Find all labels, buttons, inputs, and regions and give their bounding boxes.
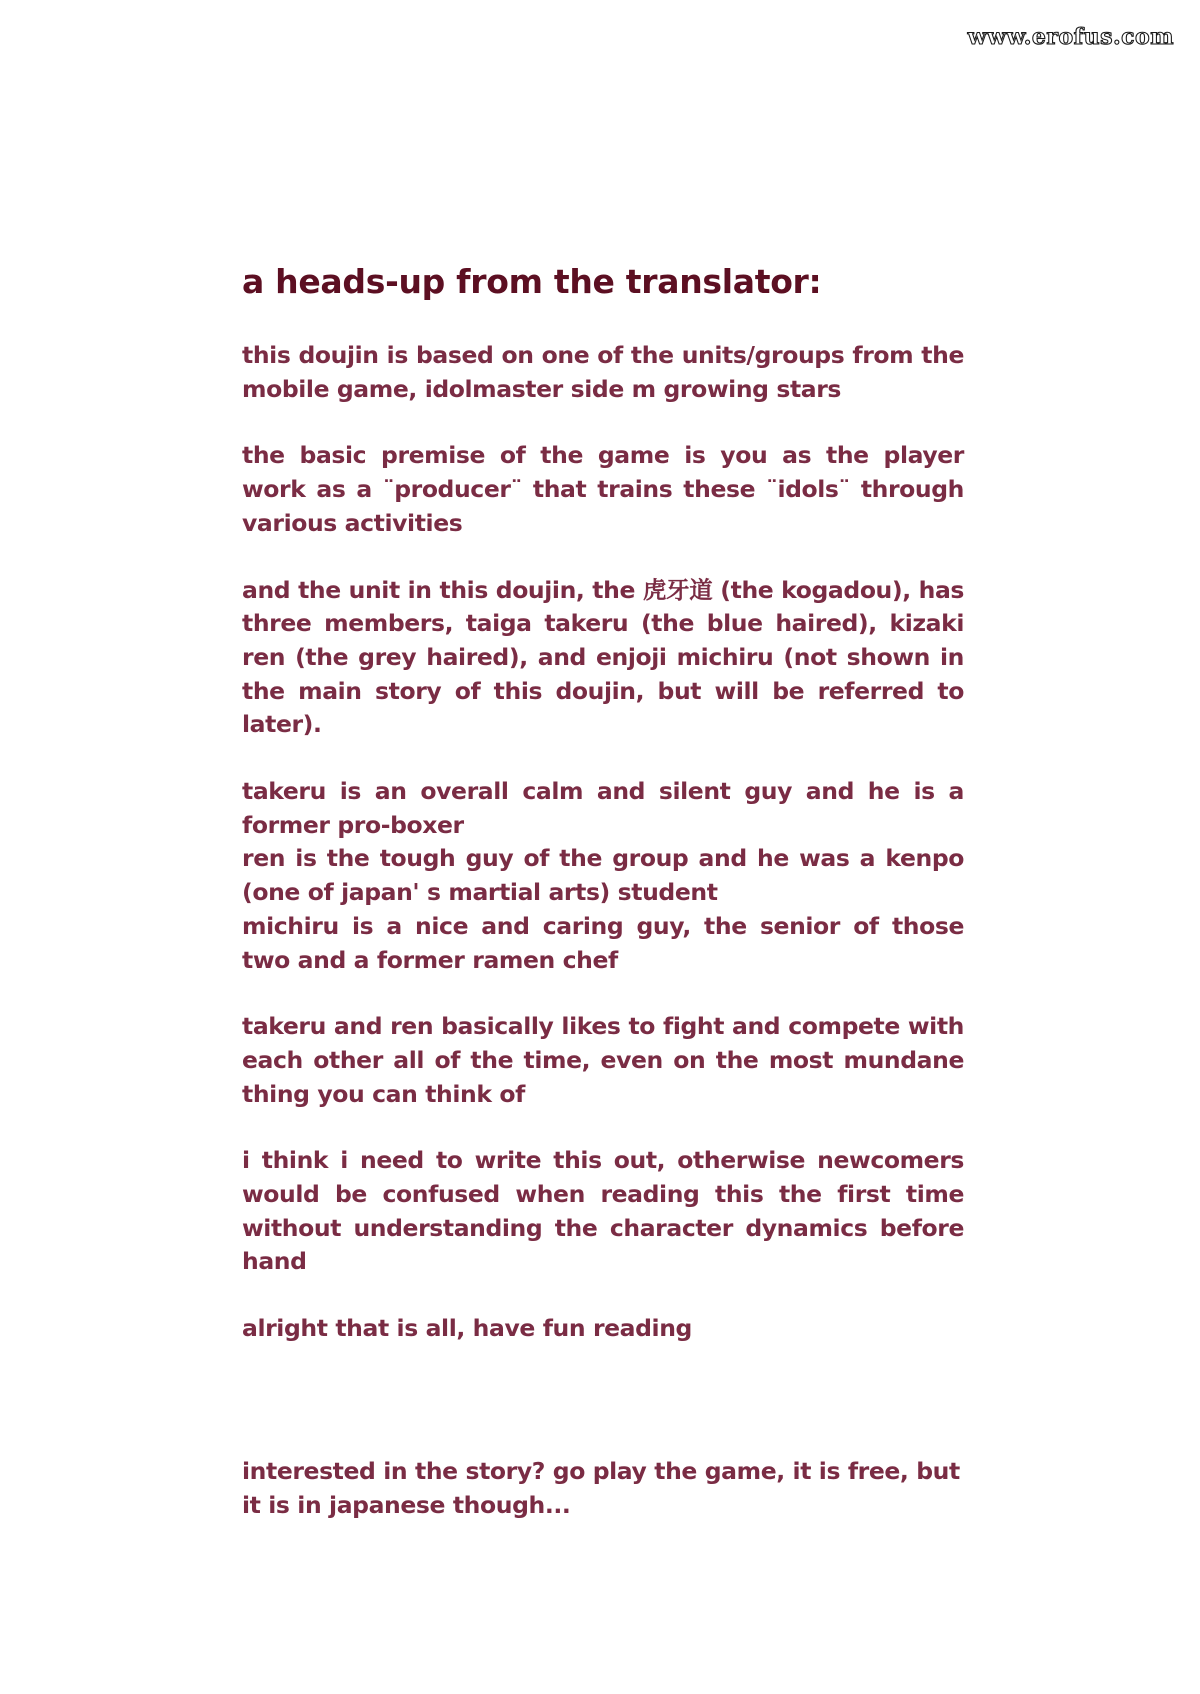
paragraph-intro: this doujin is based on one of the units/groups from the mobile game, idolmaster side m growing stars <box>242 341 964 403</box>
paragraph-rivalry: takeru and ren basically likes to fight and compete with each other all of the time, even on the most mundane thing you can think of <box>242 1012 964 1108</box>
paragraph-michiru: michiru is a nice and caring guy, the senior of those two and a former ramen chef <box>242 911 964 974</box>
paragraph-closing: interested in the story? go play the game, it is free, but it is in japanese though... <box>242 1457 960 1519</box>
paragraph-unit-members: and the unit in this doujin, the 虎牙道 (the kogadou), has three members, taiga takeru (the blue haired), kizaki ren (the grey haired), and enjoji michiru (not shown in the main story of this doujin, but will be referred to later). <box>242 575 964 739</box>
translator-note <box>242 262 964 1379</box>
paragraph-reason: i think i need to write this out, otherwise newcomers would be confused when reading this the first time without understanding the character dynamics before hand <box>242 1146 964 1276</box>
watermark: www.erofus.com <box>967 24 1174 50</box>
paragraph-takeru: takeru is an overall calm and silent guy and he is a former pro-boxer <box>242 777 964 839</box>
paragraph-ren: ren is the tough guy of the group and he was a kenpo (one of japan' s martial arts) student <box>242 844 964 907</box>
page-title: a heads-up from the translator: <box>242 262 822 301</box>
paragraph-signoff: alright that is all, have fun reading <box>242 1314 692 1343</box>
paragraph-premise: the basic premise of the game is you as the player work as a ¨producer¨ that trains these ¨idols¨ through various activities <box>242 441 964 537</box>
